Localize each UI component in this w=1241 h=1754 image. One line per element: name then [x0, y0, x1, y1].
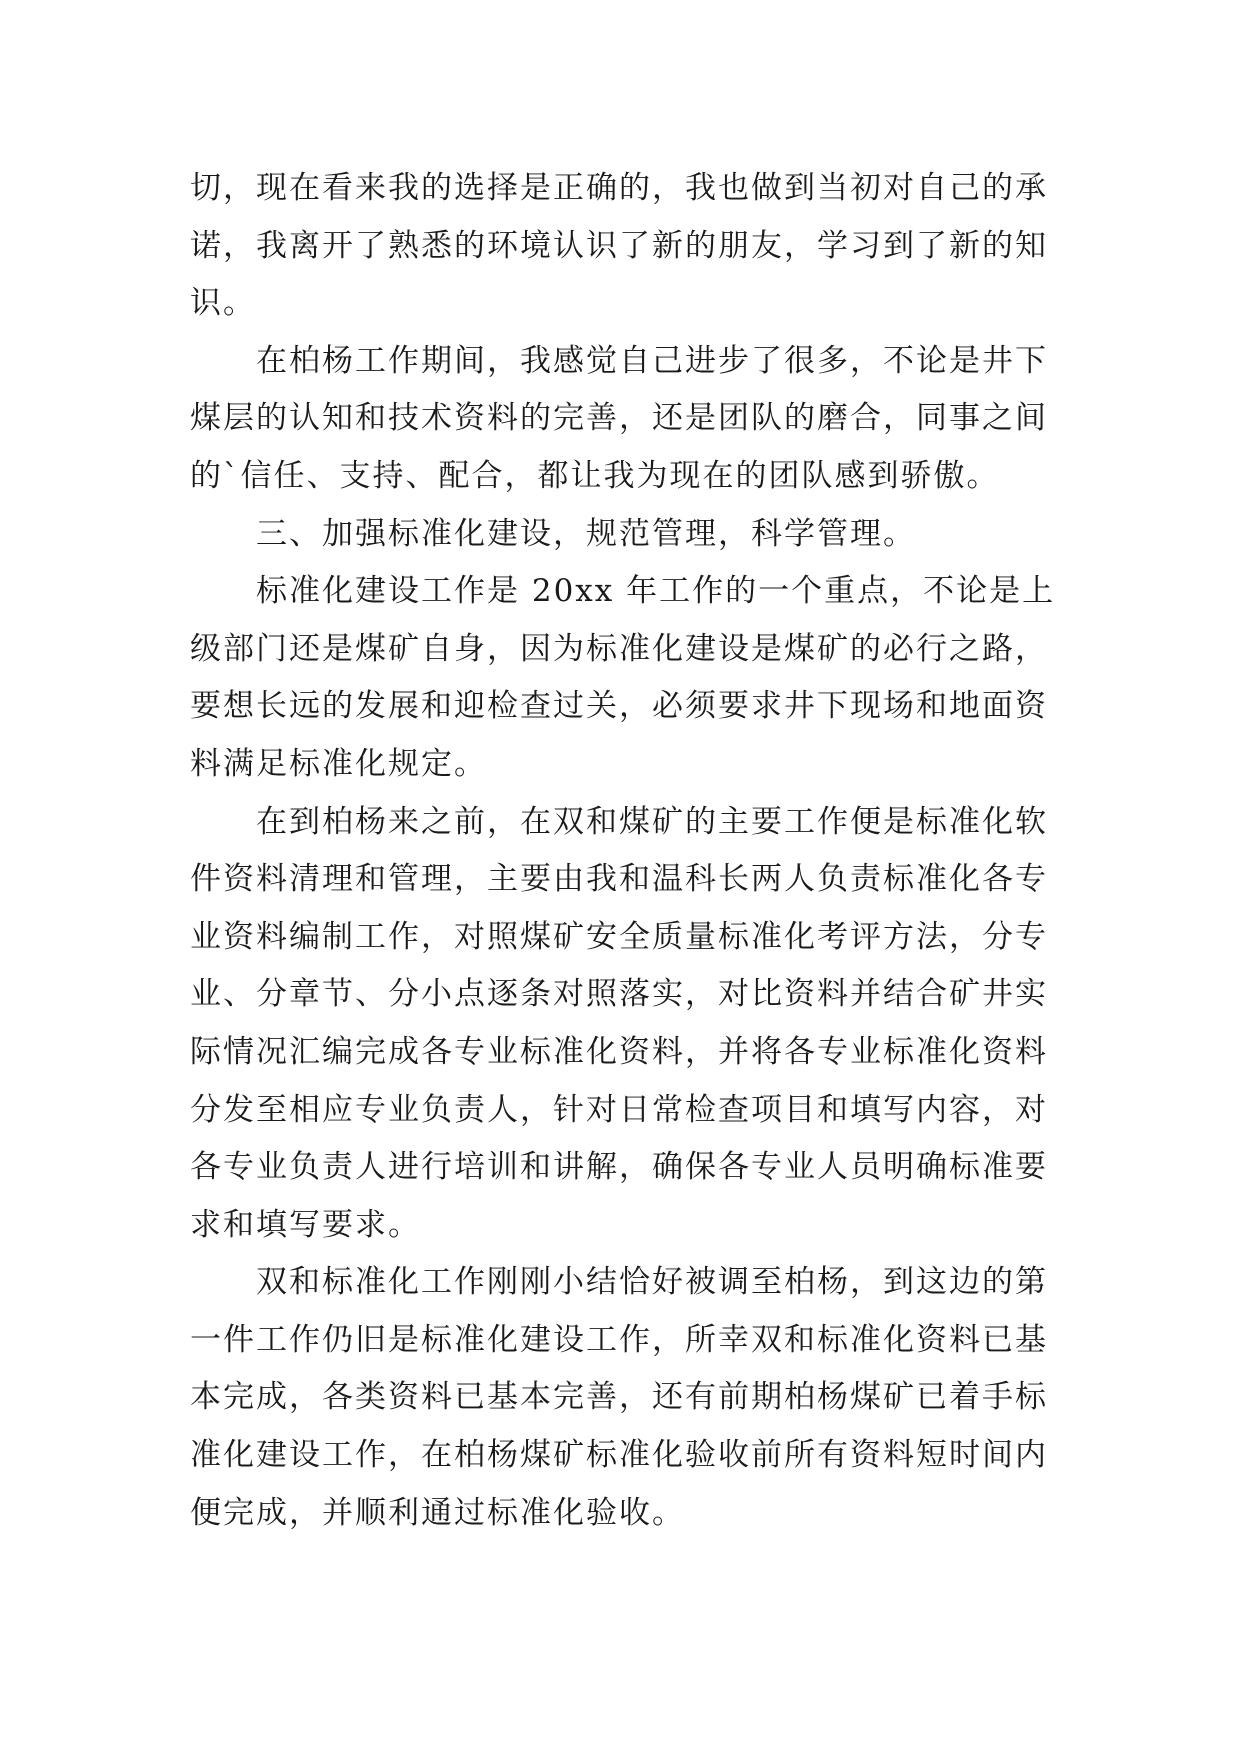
- text-line: 的`信任、支持、配合，都让我为现在的团队感到骄傲。: [190, 457, 1000, 494]
- text-line: 各专业负责人进行培训和讲解，确保各专业人员明确标准要: [190, 1149, 1048, 1186]
- text-line: 在柏杨工作期间，我感觉自己进步了很多，不论是井下: [190, 342, 1048, 379]
- text-line: 双和标准化工作刚刚小结恰好被调至柏杨，到这边的第: [190, 1264, 1048, 1301]
- text-line: 煤层的认知和技术资料的完善，还是团队的磨合，同事之间: [190, 400, 1048, 437]
- text-line: 诺，我离开了熟悉的环境认识了新的朋友，学习到了新的知: [190, 227, 1048, 264]
- text-line: 准化建设工作，在柏杨煤矿标准化验收前所有资料短时间内: [190, 1437, 1048, 1474]
- text-line: 一件工作仍旧是标准化建设工作，所幸双和标准化资料已基: [190, 1321, 1048, 1358]
- text-line: 切，现在看来我的选择是正确的，我也做到当初对自己的承: [190, 170, 1048, 206]
- text-line: 求和填写要求。: [190, 1206, 421, 1243]
- text-line: 识。: [190, 285, 256, 322]
- text-line: 本完成，各类资料已基本完善，还有前期柏杨煤矿已着手标: [190, 1379, 1048, 1416]
- text-line: 要想长远的发展和迎检查过关，必须要求井下现场和地面资: [190, 688, 1048, 725]
- text-line: 便完成，并顺利通过标准化验收。: [190, 1494, 685, 1531]
- text-line: 业、分章节、分小点逐条对照落实，对比资料并结合矿井实: [190, 976, 1048, 1013]
- text-line: 在到柏杨来之前，在双和煤矿的主要工作便是标准化软: [190, 803, 1048, 840]
- text-line: 级部门还是煤矿自身，因为标准化建设是煤矿的必行之路，: [190, 630, 1048, 667]
- text-line: 分发至相应专业负责人，针对日常检查项目和填写内容，对: [190, 1091, 1048, 1128]
- text-line: 业资料编制工作，对照煤矿安全质量标准化考评方法，分专: [190, 918, 1048, 955]
- section-heading: 三、加强标准化建设，规范管理，科学管理。: [190, 515, 916, 552]
- text-line: 标准化建设工作是 20xx 年工作的一个重点，不论是上: [190, 573, 1056, 610]
- text-line: 际情况汇编完成各专业标准化资料，并将各专业标准化资料: [190, 1033, 1048, 1070]
- body-text: [190, 160, 1066, 1542]
- text-line: 料满足标准化规定。: [190, 745, 487, 782]
- text-line: 件资料清理和管理，主要由我和温科长两人负责标准化各专: [190, 861, 1048, 898]
